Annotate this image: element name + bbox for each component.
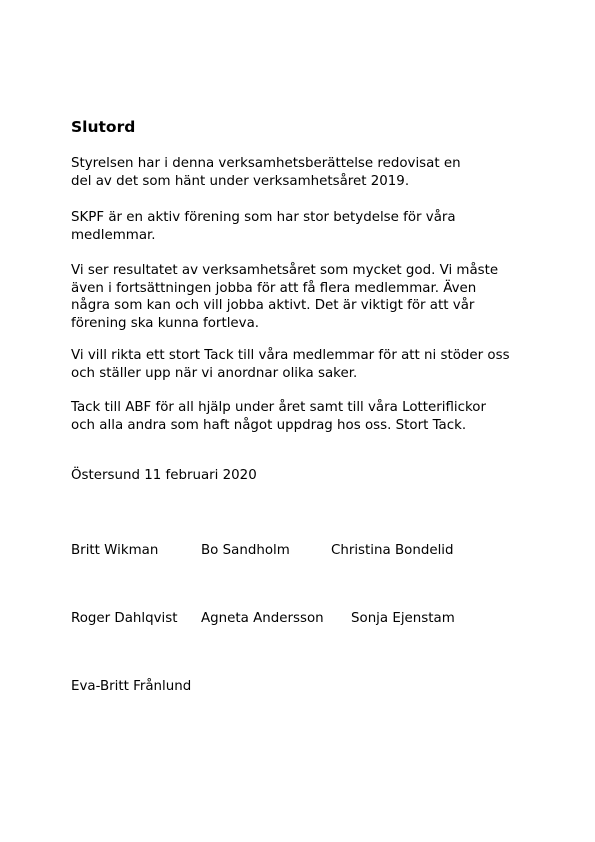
paragraph-result (71, 262, 571, 332)
page-title: Slutord (71, 118, 136, 136)
place-date: Östersund 11 februari 2020 (71, 468, 257, 483)
paragraph-thanks-members (71, 347, 571, 382)
paragraph-line: medlemmar. (71, 227, 156, 243)
paragraph-line: del av det som hänt under verksamhetsåret 2019. (71, 173, 410, 189)
paragraph-line: förening ska kunna fortleva. (71, 315, 260, 331)
paragraph-line: och alla andra som haft något uppdrag hos oss. Stort Tack. (71, 417, 467, 433)
signature-name: Eva-Britt Frånlund (71, 679, 192, 694)
paragraph-skpf (71, 209, 571, 244)
signature-name: Bo Sandholm (201, 543, 290, 558)
paragraph-line: Vi vill rikta ett stort Tack till våra medlemmar för att ni stöder oss (71, 348, 510, 363)
signature-name: Britt Wikman (71, 543, 159, 558)
signature-name: Sonja Ejenstam (351, 611, 455, 626)
signature-name: Roger Dahlqvist (71, 611, 178, 626)
paragraph-line: även i fortsättningen jobba för att få flera medlemmar. Även (71, 280, 477, 296)
paragraph-line: några som kan och vill jobba aktivt. Det är viktigt för att vår (71, 298, 475, 313)
paragraph-line: och ställer upp när vi anordnar olika saker. (71, 365, 358, 381)
signature-name: Christina Bondelid (331, 543, 454, 558)
paragraph-thanks-abf (71, 399, 571, 434)
paragraph-line: Vi ser resultatet av verksamhetsåret som mycket god. Vi måste (71, 263, 499, 278)
paragraph-intro (71, 155, 571, 190)
signature-name: Agneta Andersson (201, 611, 324, 626)
paragraph-line: Styrelsen har i denna verksamhetsberättelse redovisat en (71, 156, 461, 171)
paragraph-line: SKPF är en aktiv förening som har stor betydelse för våra (71, 210, 456, 225)
paragraph-line: Tack till ABF för all hjälp under året samt till våra Lotteriflickor (71, 400, 486, 415)
